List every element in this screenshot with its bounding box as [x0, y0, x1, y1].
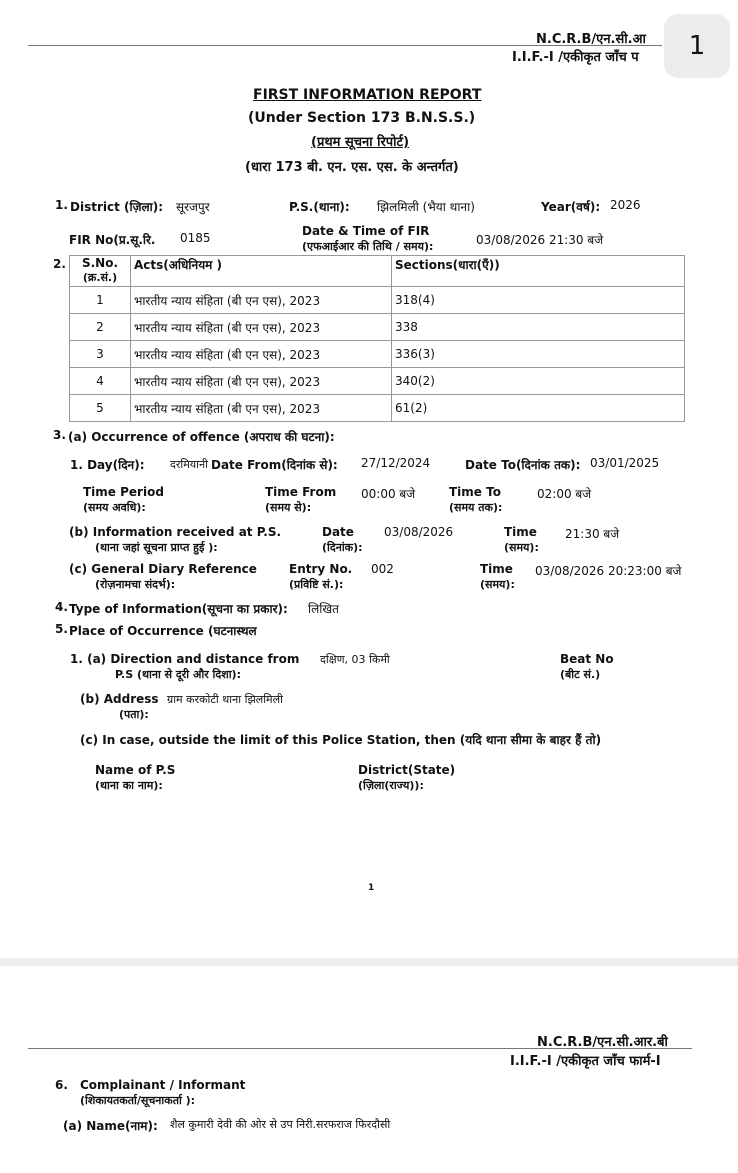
entry-no-label-hindi: (प्रविष्टि सं.):: [289, 578, 344, 591]
complainant-label: Complainant / Informant: [80, 1078, 246, 1092]
diary-time-label-hindi: (समय):: [480, 578, 515, 591]
sno-cell: 2: [70, 314, 131, 341]
fir-datetime-label: Date & Time of FIR: [302, 224, 430, 238]
date-from-value: 27/12/2024: [361, 456, 431, 470]
date-to-label: Date To(दिनांक तक):: [465, 458, 581, 472]
fir-no-label: FIR No(प्र.सू.रि.: [69, 233, 156, 247]
diary-label-hindi: (रोज़नामचा संदर्भ):: [95, 578, 176, 591]
beat-no-label: Beat No: [560, 652, 614, 666]
type-info-num: 4.: [55, 600, 68, 614]
section-cell: 336(3): [392, 341, 685, 368]
name-label: (a) Name(नाम):: [63, 1119, 158, 1133]
direction-label: 1. (a) Direction and distance from: [70, 652, 300, 666]
sno-header: S.No. (क्र.सं.): [70, 256, 131, 287]
sections-header: Sections(धारा(एँ)): [392, 256, 685, 287]
time-period-label-hindi: (समय अवधि):: [83, 501, 146, 514]
info-time-label-hindi: (समय):: [504, 541, 539, 554]
ps-label: P.S.(थाना):: [289, 200, 350, 214]
report-title-hindi: (प्रथम सूचना रिपोर्ट): [311, 135, 410, 150]
district-label: District (ज़िला):: [70, 200, 164, 214]
table-row: [70, 368, 685, 395]
district-value: सूरजपुर: [176, 200, 210, 214]
complainant-num: 6.: [55, 1078, 68, 1092]
fir-datetime-label-hindi: (एफआईआर की तिथि / समय):: [302, 240, 434, 253]
report-title: FIRST INFORMATION REPORT: [253, 87, 482, 103]
time-to-label-hindi: (समय तक):: [449, 501, 503, 514]
info-time-label: Time: [504, 525, 537, 539]
info-time-value: 21:30 बजे: [565, 527, 620, 541]
sno-cell: 3: [70, 341, 131, 368]
fir-no-value: 0185: [180, 231, 211, 245]
outside-limit-label: (c) In case, outside the limit of this Police Station, then (यदि थाना सीमा के बाहर हैं तो): [80, 733, 602, 747]
page-indicator-badge: 1: [664, 14, 730, 78]
act-cell: भारतीय न्याय संहिता (बी एन एस), 2023: [131, 314, 392, 341]
place-label: Place of Occurrence (घटनास्थल: [69, 624, 257, 638]
act-cell: भारतीय न्याय संहिता (बी एन एस), 2023: [131, 341, 392, 368]
info-date-label: Date: [322, 525, 354, 539]
address-label: (b) Address: [80, 692, 159, 706]
date-from-label: Date From(दिनांक से):: [211, 458, 338, 472]
table-row: [70, 287, 685, 314]
year-label: Year(वर्ष):: [541, 200, 601, 214]
diary-time-label: Time: [480, 562, 513, 576]
entry-no-label: Entry No.: [289, 562, 353, 576]
diary-label: (c) General Diary Reference: [69, 562, 257, 576]
section-cell: 61(2): [392, 395, 685, 422]
complainant-label-hindi: (शिकायतकर्ता/सूचनाकर्ता ):: [80, 1094, 196, 1107]
sno-cell: 4: [70, 368, 131, 395]
fir-datetime-value: 03/08/2026 21:30 बजे: [476, 233, 604, 247]
district-state-label: District(State): [358, 763, 456, 777]
time-to-label: Time To: [449, 485, 501, 499]
district-state-label-hindi: (ज़िला(राज्य)):: [358, 779, 424, 792]
name-value: शैल कुमारी देवी की ओर से उप निरी.सरफराज फिरदौसी: [170, 1118, 391, 1131]
time-period-label: Time Period: [83, 485, 164, 499]
date-to-value: 03/01/2025: [590, 456, 660, 470]
section-cell: 338: [392, 314, 685, 341]
page-number: 1: [368, 883, 375, 893]
day-value: दरमियानी: [170, 458, 208, 471]
type-info-value: लिखित: [308, 602, 340, 616]
ps-name-label-hindi: (थाना का नाम):: [95, 779, 163, 792]
beat-no-label-hindi: (बीट सं.): [560, 668, 601, 681]
occurrence-heading: (a) Occurrence of offence (अपराध की घटना):: [68, 430, 335, 444]
row1-num: 1.: [55, 198, 68, 212]
iif-header: I.I.F.-I /एकीकृत जाँच प: [512, 50, 639, 65]
report-subtitle: (Under Section 173 B.N.S.S.): [248, 110, 476, 126]
info-received-label: (b) Information received at P.S.: [69, 525, 282, 539]
time-from-label-hindi: (समय से):: [265, 501, 312, 514]
info-date-value: 03/08/2026: [384, 525, 454, 539]
occurrence-num: 3.: [53, 428, 66, 442]
address-label-hindi: (पता):: [119, 708, 149, 721]
fir-page-2: [0, 966, 738, 1173]
year-value: 2026: [610, 198, 641, 212]
address-value: ग्राम करकोटी थाना झिलमिली: [167, 693, 283, 706]
ncrb-header: N.C.R.B/एन.सी.आर.बी: [537, 1035, 668, 1050]
act-cell: भारतीय न्याय संहिता (बी एन एस), 2023: [131, 368, 392, 395]
place-num: 5.: [55, 622, 68, 636]
act-cell: भारतीय न्याय संहिता (बी एन एस), 2023: [131, 287, 392, 314]
day-label: 1. Day(दिन):: [70, 458, 145, 472]
acts-header: Acts(अधिनियम ): [131, 256, 392, 287]
table-row: [70, 395, 685, 422]
sno-cell: 1: [70, 287, 131, 314]
entry-no-value: 002: [371, 562, 394, 576]
info-date-label-hindi: (दिनांक):: [322, 541, 363, 554]
ps-name-label: Name of P.S: [95, 763, 176, 777]
iif-header: I.I.F.-I /एकीकृत जाँच फार्म-I: [510, 1054, 661, 1069]
direction-value: दक्षिण, 03 किमी: [320, 653, 390, 666]
info-received-label-hindi: (थाना जहां सूचना प्राप्त हुई ):: [95, 541, 218, 554]
table-row: [70, 314, 685, 341]
diary-time-value: 03/08/2026 20:23:00 बजे: [535, 564, 682, 578]
report-section-hindi: (धारा 173 बी. एन. एस. एस. के अन्तर्गत): [245, 160, 459, 175]
type-info-label: Type of Information(सूचना का प्रकार):: [69, 602, 288, 616]
acts-table: [69, 255, 685, 422]
acts-num: 2.: [53, 257, 66, 271]
section-cell: 318(4): [392, 287, 685, 314]
time-from-value: 00:00 बजे: [361, 487, 416, 501]
sno-cell: 5: [70, 395, 131, 422]
time-to-value: 02:00 बजे: [537, 487, 592, 501]
acts-table-header: [70, 256, 685, 287]
time-from-label: Time From: [265, 485, 337, 499]
ncrb-header: N.C.R.B/एन.सी.आ: [536, 32, 646, 47]
act-cell: भारतीय न्याय संहिता (बी एन एस), 2023: [131, 395, 392, 422]
table-row: [70, 341, 685, 368]
direction-label-hindi: P.S (थाना से दूरी और दिशा):: [115, 668, 241, 681]
ps-value: झिलमिली (भैया थाना): [377, 200, 475, 214]
section-cell: 340(2): [392, 368, 685, 395]
